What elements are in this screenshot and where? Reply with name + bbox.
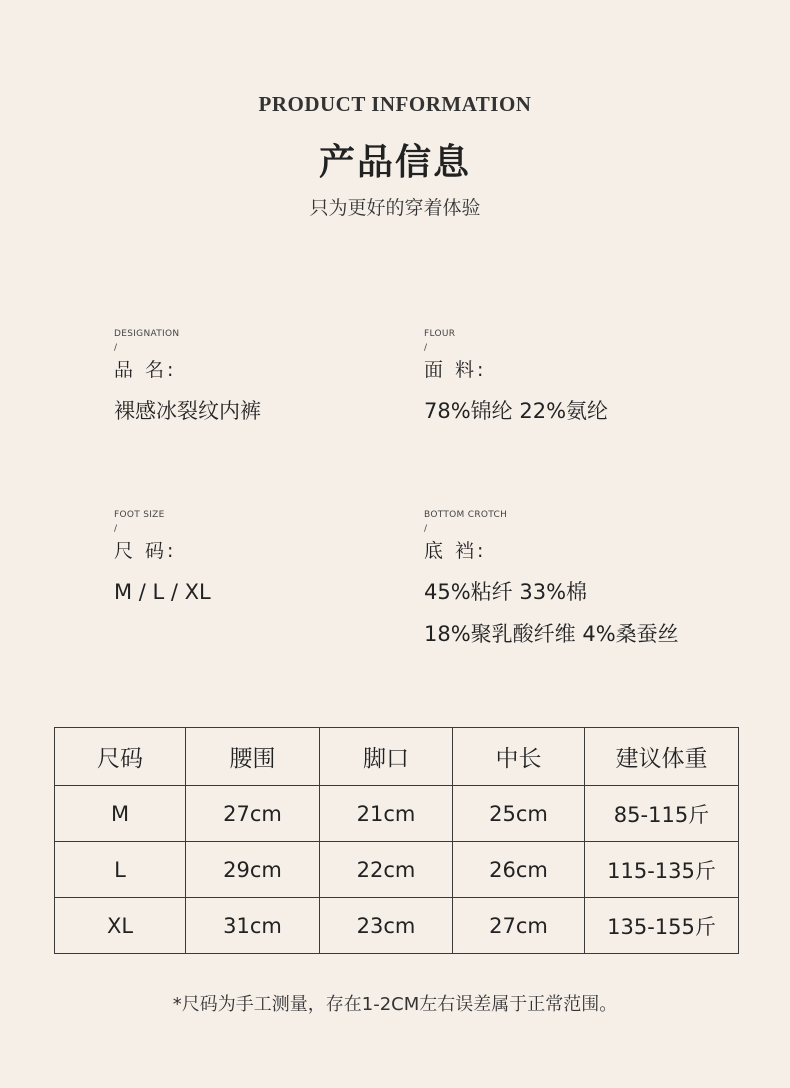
info-flour xyxy=(424,328,608,424)
info-bottom-crotch-label: 底 裆: xyxy=(424,540,487,562)
info-bottom-crotch-value-line1: 45%粘纤 33%棉 xyxy=(424,580,588,604)
info-designation xyxy=(114,328,261,424)
info-foot-size xyxy=(114,509,211,605)
table-cell: 27cm xyxy=(186,786,320,842)
info-designation-label: 品 名: xyxy=(114,359,177,381)
table-cell: 29cm xyxy=(186,842,320,898)
info-flour-en: FLOUR xyxy=(424,329,456,339)
table-cell: XL xyxy=(55,898,186,954)
info-bottom-crotch xyxy=(424,509,679,647)
info-flour-label: 面 料: xyxy=(424,359,487,381)
header-subtitle: 只为更好的穿着体验 xyxy=(309,197,481,219)
table-row xyxy=(55,786,739,842)
info-designation-en: DESIGNATION xyxy=(114,329,180,339)
table-cell: 25cm xyxy=(453,786,585,842)
info-foot-size-value: M / L / XL xyxy=(114,580,211,604)
info-flour-slash: / xyxy=(424,343,428,353)
info-bottom-crotch-value-line2: 18%聚乳酸纤维 4%桑蚕丝 xyxy=(424,622,679,646)
info-designation-value: 裸感冰裂纹内裤 xyxy=(114,399,261,423)
table-cell: 22cm xyxy=(320,842,453,898)
info-flour-value: 78%锦纶 22%氨纶 xyxy=(424,399,609,423)
table-row xyxy=(55,842,739,898)
table-cell: 21cm xyxy=(320,786,453,842)
table-row xyxy=(55,898,739,954)
info-foot-size-label: 尺 码: xyxy=(114,540,177,562)
info-foot-size-en: FOOT SIZE xyxy=(114,510,165,520)
table-cell: 27cm xyxy=(453,898,585,954)
header-title-en: PRODUCT INFORMATION xyxy=(258,92,532,116)
size-table-header-cell: 腰围 xyxy=(186,728,320,786)
header-title-cn: 产品信息 xyxy=(318,142,471,183)
table-cell: 85-115斤 xyxy=(585,786,739,842)
size-table-header-cell: 中长 xyxy=(453,728,585,786)
size-table-header-row xyxy=(55,728,739,786)
table-cell: 31cm xyxy=(186,898,320,954)
size-footnote: *尺码为手工测量，存在1-2CM左右误差属于正常范围。 xyxy=(172,994,618,1015)
size-table-header-cell: 尺码 xyxy=(55,728,186,786)
info-designation-slash: / xyxy=(114,343,118,353)
table-cell: 135-155斤 xyxy=(585,898,739,954)
table-cell: L xyxy=(55,842,186,898)
size-table-header-cell: 脚口 xyxy=(320,728,453,786)
info-foot-size-slash: / xyxy=(114,524,118,534)
info-bottom-crotch-en: BOTTOM CROTCH xyxy=(424,510,508,520)
size-table-header-cell: 建议体重 xyxy=(585,728,739,786)
table-cell: M xyxy=(55,786,186,842)
info-bottom-crotch-slash: / xyxy=(424,524,428,534)
table-cell: 23cm xyxy=(320,898,453,954)
table-cell: 26cm xyxy=(453,842,585,898)
table-cell: 115-135斤 xyxy=(585,842,739,898)
size-table xyxy=(54,727,739,954)
